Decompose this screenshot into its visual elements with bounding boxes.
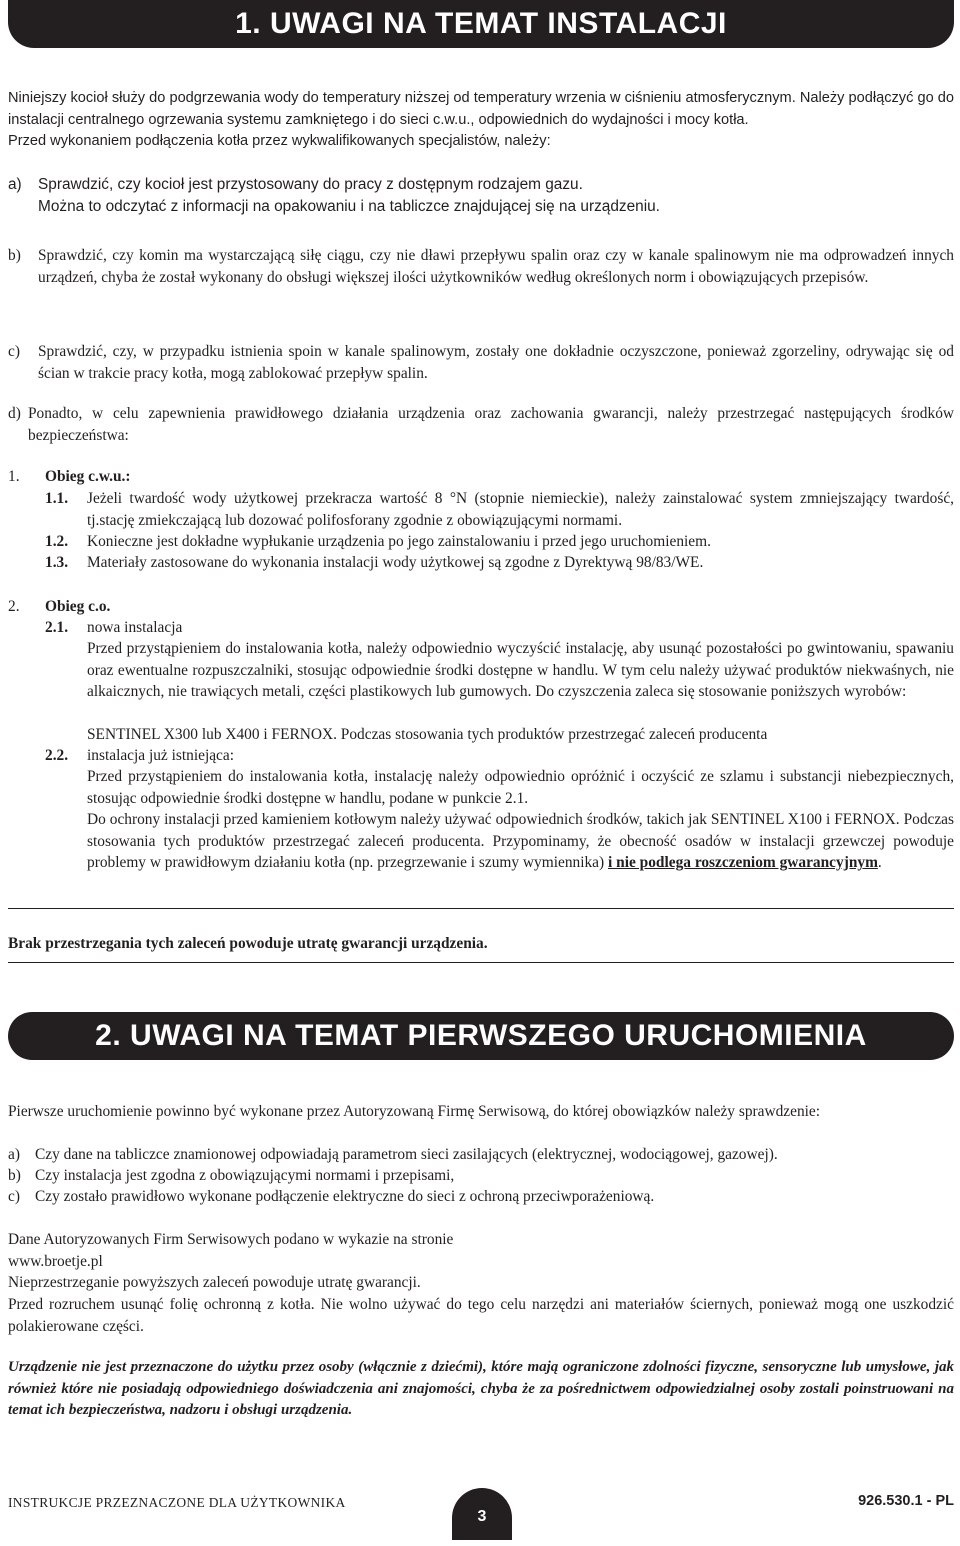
list-item-d: [8, 403, 954, 447]
s2-list-item-b: [8, 1165, 954, 1187]
subitem-text: Materiały zastosowane do wykonania instalacji wody użytkowej są zgodne z Dyrektywą 98/83/WE.: [87, 554, 704, 571]
subitem-number: 1.3.: [45, 554, 69, 571]
obieg-co-title: Obieg c.o.: [45, 598, 111, 615]
item-text: Sprawdzić, czy komin ma wystarczającą siłę ciągu, czy nie dławi przepływu spalin oraz czy w kanale spalinowym nie ma odprowadzeń innych urządzeń, chyba że został wykonany do obsługi większej ilości użytkowników według określonych norm i obowiązujących przepisów.: [38, 247, 954, 286]
warranty-emphasis: i nie podlega roszczeniom gwarancyjnym: [608, 854, 878, 871]
obieg-co-heading: [8, 596, 954, 618]
subitem-number: 1.2.: [45, 533, 69, 550]
item-label: d): [8, 405, 21, 422]
obieg-co-number: 2.: [8, 598, 20, 615]
obieg-co-2-1-text2: [8, 724, 954, 746]
obieg-cwu-1-1: [8, 488, 954, 532]
divider-top: [8, 908, 954, 909]
obieg-cwu-1-2: [8, 531, 954, 553]
subitem-number: 2.2.: [45, 747, 69, 764]
item-label: a): [8, 1146, 20, 1163]
subitem-title: nowa instalacja: [87, 619, 183, 636]
item-text-body: Ponadto, w celu zapewnienia prawidłowego działania urządzenia oraz zachowania gwarancji, należy przestrzegać następujących środków bezpieczeństwa:: [28, 405, 954, 444]
section1-intro: Niniejszy kocioł służy do podgrzewania wody do temperatury niższej od temperatury wrzenia w ciśnieniu atmosferycznym. Należy podłączyć go do instalacji centralnego ogrzewania systemu zamkniętego i do sieci c.w.u., odpowiednich do wydajności i mocy kotła.: [8, 90, 954, 128]
divider-bottom: [8, 962, 954, 963]
obieg-co-2-1-heading: [8, 617, 954, 639]
warranty-warning: Brak przestrzegania tych zaleceń powoduje utratę gwarancji urządzenia.: [8, 935, 488, 952]
item-text: Czy instalacja jest zgodna z obowiązującymi normami i przepisami,: [35, 1167, 455, 1184]
subitem-title: instalacja już istniejąca:: [87, 747, 235, 764]
section2-intro: Pierwsze uruchomienie powinno być wykonane przez Autoryzowaną Firmę Serwisową, do której obowiązków należy sprawdzenie:: [8, 1103, 821, 1120]
item-label: b): [8, 1167, 21, 1184]
obieg-cwu-heading: [8, 466, 954, 488]
obieg-co-2-2-text: [8, 766, 954, 810]
document-code: 926.530.1 - PL: [858, 1493, 954, 1509]
website-link[interactable]: www.broetje.pl: [8, 1253, 103, 1270]
item-text: [28, 403, 954, 446]
obieg-co-2-2-heading: [8, 745, 954, 767]
subitem-text: Jeżeli twardość wody użytkowej przekracza wartość 8 °N (stopnie niemieckie), należy zainstalować system zmniejszający twardość, tj.stację zmiekczającą lub dozować polifosforany zgodnie z obowiązującymi normami.: [87, 490, 954, 529]
s2-list-item-a: [8, 1144, 954, 1166]
subitem-number: 2.1.: [45, 619, 69, 636]
obieg-cwu-number: 1.: [8, 468, 20, 485]
item-label: c): [8, 343, 20, 360]
item-label: b): [8, 247, 21, 264]
subitem-text: Przed przystąpieniem do instalowania kotła, należy odpowiednio wyczyścić instalację, aby usunąć pozostałości po gwintowaniu, spawaniu oraz ewentualne rozpuszczalniki, stosując odpowiednie środki dostępne w handlu. W tym celu należy używać produktów niekwaśnych, nie alkaicznych, nie trawiących metali, części plastikowych lub gumowych. Do czyszczenia zaleca się stosowanie poniższych wyrobów:: [87, 640, 954, 700]
item-text: Czy zostało prawidłowo wykonane podłączenie elektryczne do sieci z ochroną przeciwporażeniową.: [35, 1188, 655, 1205]
section2-title: 2. UWAGI NA TEMAT PIERWSZEGO URUCHOMIENIA: [8, 1012, 954, 1060]
obieg-cwu-1-3: [8, 552, 954, 574]
service-firms-note: Dane Autoryzowanych Firm Serwisowych podano w wykazie na stronie: [8, 1231, 454, 1248]
item-text-2: Można to odczytać z informacji na opakowaniu i na tabliczce znajdującej się na urządzeniu.: [38, 197, 660, 215]
list-item-a: [8, 174, 954, 218]
subitem-text-2: [87, 809, 954, 874]
subitem-text: Przed przystąpieniem do instalowania kotła, instalację należy odpowiednio opróżnić i oczyścić ze szlamu i substancji niebezpiecznych, stosując odpowiednie środki dostępne w handlu, podane w punkcie 2.1.: [87, 768, 954, 807]
list-item-c: [8, 341, 954, 385]
subitem-number: 1.1.: [45, 490, 69, 507]
list-item-b: [8, 245, 954, 311]
protective-foil-note: Przed rozruchem usunąć folię ochronną z kotła. Nie wolno używać do tego celu narzędzi ani materiałów ściernych, ponieważ mogą one uszkodzić polakierowane części.: [8, 1296, 954, 1335]
item-label: a): [8, 176, 22, 193]
page-number: 3: [452, 1488, 512, 1540]
item-text: Czy dane na tabliczce znamionowej odpowiadają parametrom sieci zasilających (elektrycznej, wodociągowej, gazowej).: [35, 1146, 778, 1163]
item-text: Sprawdzić, czy kocioł jest przystosowany do pracy z dostępnym rodzajem gazu.: [38, 176, 583, 193]
item-label: c): [8, 1188, 20, 1205]
obieg-cwu-title: Obieg c.w.u.:: [45, 468, 131, 485]
obieg-co-2-2-text2: [8, 809, 954, 897]
subitem-text-2-body: Do ochrony instalacji przed kamieniem kotłowym należy używać odpowiednich środków, takich jak SENTINEL X100 i FERNOX. Podczas stosowania tych produktów przestrzegać zaleceń producenta. Przypominamy, że obecność osadów w instalacji grzewczej powoduje problemy w prawidłowym działaniu kotła (np. przegrzewanie i szumy wymiennika): [87, 811, 954, 871]
warranty-loss-note: Nieprzestrzeganie powyższych zaleceń powoduje utratę gwarancji.: [8, 1274, 421, 1291]
subitem-text: Konieczne jest dokładne wypłukanie urządzenia po jego zainstalowaniu i przed jego uruchomieniem.: [87, 533, 711, 550]
section1-title: 1. UWAGI NA TEMAT INSTALACJI: [8, 0, 954, 48]
section1-lead: Przed wykonaniem podłączenia kotła przez wykwalifikowanych specjalistów, należy:: [8, 133, 551, 149]
safety-disclaimer: Urządzenie nie jest przeznaczone do użytku przez osoby (włącznie z dziećmi), które mają ograniczone zdolności fizyczne, sensoryczne lub umysłowe, jak również które nie posiadają odpowiedniego doświadczenia ani znajomości, chyba że za pośrednictwem odpowiedzialnej osoby zostali poinstruowani na temat ich bezpieczeństwa, nadzoru i obsługi urządzenia.: [8, 1359, 954, 1418]
footer-title: INSTRUKCJE PRZEZNACZONE DLA UŻYTKOWNIKA: [8, 1495, 346, 1510]
s2-list-item-c: [8, 1186, 954, 1208]
subitem-text-2: SENTINEL X300 lub X400 i FERNOX. Podczas stosowania tych produktów przestrzegać zaleceń producenta: [87, 726, 768, 743]
obieg-co-2-1-text: [8, 638, 954, 726]
subitem-end: .: [877, 854, 882, 871]
item-text: Sprawdzić, czy, w przypadku istnienia spoin w kanale spalinowym, zostały one dokładnie oczyszczone, ponieważ zgorzeliny, odrywając się od ścian w trakcie pracy kotła, mogą zablokować przepływ spalin.: [38, 343, 954, 382]
